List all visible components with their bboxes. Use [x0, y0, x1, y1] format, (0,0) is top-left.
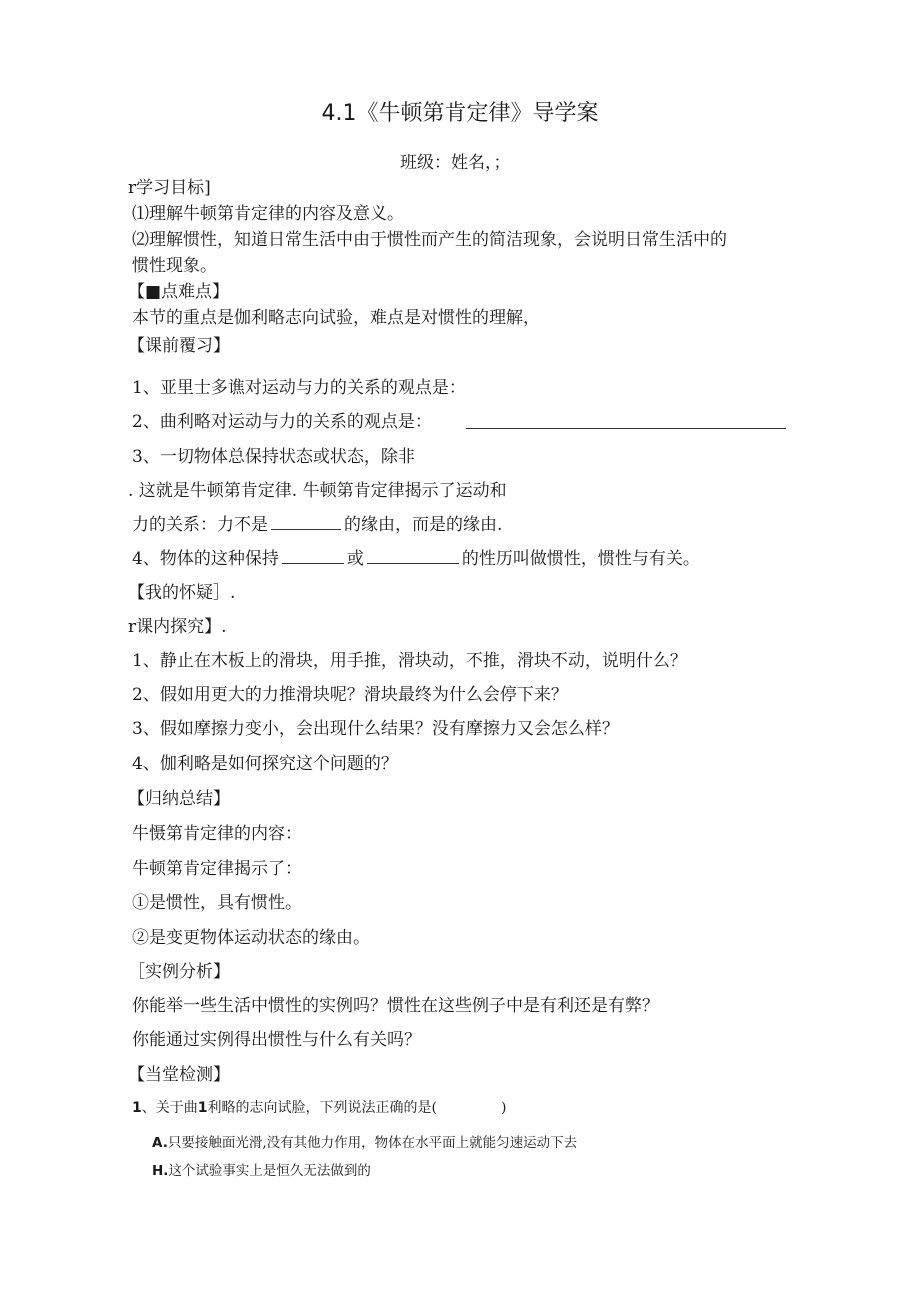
explore-item-4: 4、伽利略是如何探究这个问题的？ [132, 754, 398, 774]
review-item-3-continued: . 这就是牛顿第肯定律. 牛顿第肯定律揭示了运动和 [128, 481, 507, 501]
page-title: 4.1《牛顿第肯定律》导学案 [321, 101, 599, 126]
goal-2-continued: 惯性现象。 [132, 256, 217, 276]
review-item-2: 2、曲利略对运动与力的关系的观点是： [132, 412, 432, 432]
explore-item-2: 2、假如用更大的力推滑块呢？滑块最终为什么会停下来？ [132, 685, 568, 705]
test-q1-part-a: 、关于曲 [141, 1100, 198, 1116]
review-3c-blank [271, 514, 341, 530]
review-3c-part-a: 力的关系：力不是 [132, 515, 268, 535]
review-2-answer-line [466, 428, 786, 429]
option-h-text: 这个试验事实上是恒久无法做到的 [168, 1163, 371, 1179]
test-q1-part-b: 1 [197, 1100, 208, 1116]
explore-item-1: 1、静止在木板上的滑块，用手推，滑块动，不推，滑块不动，说明什么？ [132, 651, 687, 671]
keypoints-header: 【■点难点】 [128, 282, 230, 302]
keypoints-text: 本节的重点是伽利略志向试验，难点是对惯性的理解， [132, 308, 540, 328]
goal-1: ⑴理解牛顿第肯定律的内容及意义。 [132, 204, 404, 224]
review-header: 【课前覆习】 [128, 336, 230, 356]
goals-header: r学习目标] [128, 178, 211, 198]
review-4-part-c: 的性历叫做惯性，惯性与有关。 [461, 549, 700, 569]
review-4-part-a: 4、物体的这种保持 [132, 549, 279, 569]
option-h-label: H. [152, 1163, 169, 1179]
review-item-4 [132, 548, 700, 570]
explore-header: r课内探究】. [128, 617, 227, 637]
summary-item-1: 牛慑第肯定律的内容： [132, 824, 302, 844]
review-item-1: 1、亚里士多谯对运动与力的关系的观点是： [132, 378, 466, 398]
option-h [152, 1160, 371, 1182]
test-question-1 [132, 1097, 506, 1119]
review-4-blank-2 [367, 548, 459, 564]
doubt-header: 【我的怀疑］. [128, 583, 236, 603]
summary-item-3: ①是惯性，具有惯性。 [132, 893, 302, 913]
review-item-3: 3、一切物体总保持状态或状态，除非 [132, 447, 415, 467]
summary-item-2: 牛顿第肯定律揭示了： [132, 859, 302, 879]
option-a-text: 只要接触面光滑,没有其他力作用，物体在水平面上就能匀速运动下去 [167, 1135, 578, 1151]
review-item-3-force [132, 514, 502, 536]
example-item-1: 你能举一些生活中惯性的实例吗？惯性在这些例子中是有利还是有弊？ [132, 996, 659, 1016]
review-3c-part-b: 的缘由，而是的缘由. [344, 515, 503, 535]
goal-2: ⑵理解惯性，知道日常生活中由于惯性而产生的简洁现象，会说明日常生活中的 [132, 230, 727, 250]
explore-item-3: 3、假如摩擦力变小，会出现什么结果？没有摩擦力又会怎么样？ [132, 719, 619, 739]
option-a [152, 1132, 577, 1154]
class-name-line: 班级：姓名，； [400, 153, 511, 173]
option-a-label: A. [152, 1135, 168, 1151]
test-q1-number: 1 [132, 1100, 142, 1116]
test-header: 【当堂检测】 [128, 1065, 230, 1085]
summary-header: 【归纳总结】 [128, 789, 230, 809]
summary-item-4: ②是变更物体运动状态的缘由。 [132, 928, 370, 948]
example-header: ［实例分析】 [128, 962, 230, 982]
example-item-2: 你能通过实例得出惯性与什么有关吗？ [132, 1030, 421, 1050]
test-q1-part-c: 利略的志向试脸，下列说法正确的是( [207, 1100, 437, 1116]
review-4-blank-1 [282, 548, 344, 564]
review-4-part-b: 或 [346, 549, 364, 569]
test-q1-part-d: ) [500, 1100, 507, 1116]
